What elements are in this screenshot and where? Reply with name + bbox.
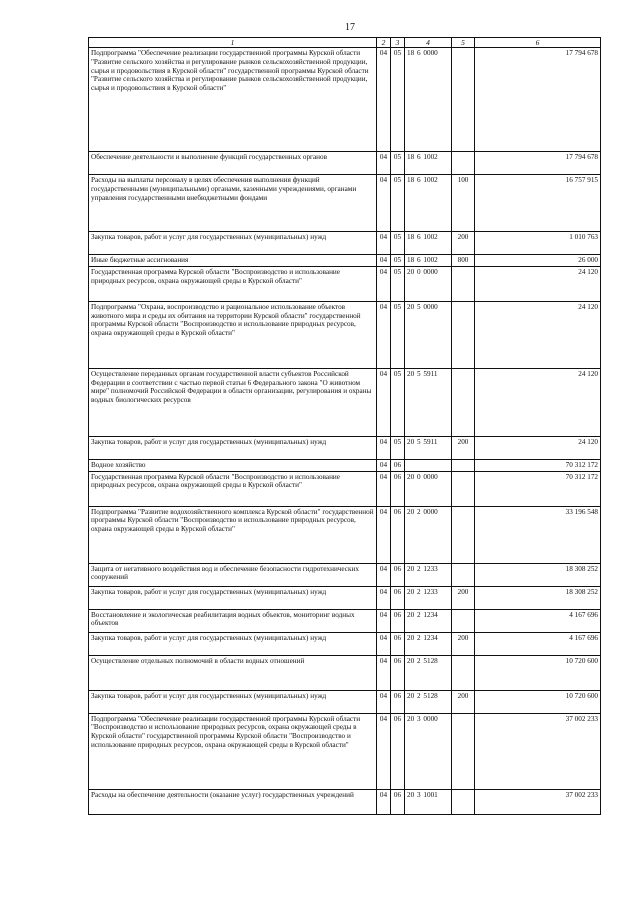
row-name-cell: Подпрограмма "Развитие водохозяйственного комплекса Курской области" государственной программы Курской области "Воспроизводство и использование природных ресурсов, охрана окружающей среды в Курской области" [89,506,377,563]
table-row [89,713,601,789]
row-subsection-cell: 06 [391,789,405,814]
table-header-row [89,38,601,48]
row-expense-type-cell [452,152,475,175]
row-subsection-cell: 05 [391,436,405,459]
table-row [89,471,601,506]
row-expense-type-cell: 100 [452,175,475,232]
row-section-cell: 04 [377,690,391,713]
row-target-article-cell: 20 5 5911 [405,368,452,436]
row-subsection-cell: 06 [391,563,405,586]
table-row [89,690,601,713]
row-section-cell: 04 [377,48,391,152]
table-row [89,436,601,459]
row-subsection-cell: 06 [391,471,405,506]
col-header-pr: 3 [391,38,405,48]
row-section-cell: 04 [377,232,391,255]
row-target-article-cell: 20 2 1234 [405,632,452,655]
row-expense-type-cell [452,368,475,436]
row-expense-type-cell [452,266,475,301]
row-name-cell: Расходы на выплаты персоналу в целях обеспечения выполнения функций государственными (муниципальными) органами, казенными учреждениями, органами управления государственными внебюджетными фондами [89,175,377,232]
table-row [89,152,601,175]
table-row [89,175,601,232]
table-row [89,459,601,471]
table-row [89,255,601,267]
row-name-cell: Иные бюджетные ассигнования [89,255,377,267]
row-expense-type-cell: 200 [452,690,475,713]
row-amount-cell: 10 720 600 [475,655,601,690]
row-amount-cell: 26 000 [475,255,601,267]
row-amount-cell: 18 308 252 [475,586,601,609]
row-name-cell: Обеспечение деятельности и выполнение функций государственных органов [89,152,377,175]
row-section-cell: 04 [377,609,391,632]
table-row [89,789,601,814]
row-target-article-cell: 20 2 1233 [405,563,452,586]
table-row [89,632,601,655]
row-section-cell: 04 [377,175,391,232]
row-section-cell: 04 [377,586,391,609]
row-amount-cell: 24 120 [475,301,601,368]
row-section-cell: 04 [377,563,391,586]
row-subsection-cell: 06 [391,586,405,609]
row-expense-type-cell [452,609,475,632]
row-section-cell: 04 [377,506,391,563]
row-expense-type-cell [452,655,475,690]
row-amount-cell: 18 308 252 [475,563,601,586]
row-section-cell: 04 [377,436,391,459]
row-amount-cell: 17 794 678 [475,48,601,152]
row-subsection-cell: 05 [391,255,405,267]
row-expense-type-cell: 200 [452,232,475,255]
row-expense-type-cell: 200 [452,436,475,459]
row-subsection-cell: 06 [391,506,405,563]
row-target-article-cell: 20 2 1233 [405,586,452,609]
row-target-article-cell: 18 6 0000 [405,48,452,152]
row-expense-type-cell [452,713,475,789]
row-subsection-cell: 06 [391,655,405,690]
row-subsection-cell: 06 [391,690,405,713]
row-amount-cell: 24 120 [475,368,601,436]
row-subsection-cell: 05 [391,301,405,368]
row-section-cell: 04 [377,255,391,267]
row-subsection-cell: 05 [391,368,405,436]
row-target-article-cell: 20 0 0000 [405,266,452,301]
row-target-article-cell: 20 2 1234 [405,609,452,632]
row-amount-cell: 1 010 763 [475,232,601,255]
row-target-article-cell: 20 0 0000 [405,471,452,506]
row-subsection-cell: 05 [391,152,405,175]
row-target-article-cell: 18 6 1002 [405,152,452,175]
table-row [89,655,601,690]
page-number: 17 [345,22,355,33]
row-name-cell: Закупка товаров, работ и услуг для государственных (муниципальных) нужд [89,632,377,655]
row-target-article-cell: 18 6 1002 [405,255,452,267]
row-name-cell: Подпрограмма "Обеспечение реализации государственной программы Курской области "Воспроизводство и использование природных ресурсов, охрана окружающей среды в Курской области" государственной программы Курской области "Воспроизводство и использование природных ресурсов, охрана окружающей среды в Курской области" [89,713,377,789]
row-amount-cell: 37 002 233 [475,789,601,814]
row-name-cell: Закупка товаров, работ и услуг для государственных (муниципальных) нужд [89,586,377,609]
row-section-cell: 04 [377,368,391,436]
row-expense-type-cell: 800 [452,255,475,267]
row-target-article-cell: 20 3 0000 [405,713,452,789]
row-subsection-cell: 06 [391,609,405,632]
row-amount-cell: 24 120 [475,266,601,301]
table-row [89,368,601,436]
row-expense-type-cell [452,48,475,152]
row-amount-cell: 10 720 600 [475,690,601,713]
table-row [89,232,601,255]
row-expense-type-cell: 200 [452,632,475,655]
row-name-cell: Подпрограмма "Охрана, воспроизводство и рациональное использование объектов животного мира и среды их обитания на территории Курской области" государственной программы Курской области "Воспроизводство и использование природных ресурсов, охрана окружающей среды в Курской области" [89,301,377,368]
row-amount-cell: 70 312 172 [475,471,601,506]
row-subsection-cell: 05 [391,232,405,255]
row-name-cell: Подпрограмма "Обеспечение реализации государственной программы Курской области "Развитие сельского хозяйства и регулирование рынков сельскохозяйственной продукции, сырья и продовольствия в Курской области" государственной программы Курской области "Развитие сельского хозяйства и регулирование рынков сельскохозяйственной продукции, сырья и продовольствия в Курской области" [89,48,377,152]
row-subsection-cell: 05 [391,48,405,152]
row-name-cell: Осуществление переданных органам государственной власти субъектов Российской Федерации в соответствии с частью первой статьи 6 Федерального закона "О животном мире" полномочий Российской Федерации в области организации, регулирования и охраны водных биологических ресурсов [89,368,377,436]
row-amount-cell: 37 002 233 [475,713,601,789]
table-row [89,48,601,152]
row-expense-type-cell: 200 [452,586,475,609]
row-subsection-cell: 05 [391,175,405,232]
col-header-sum: 6 [475,38,601,48]
col-header-vr: 5 [452,38,475,48]
row-target-article-cell: 20 2 5128 [405,655,452,690]
budget-table [88,37,601,815]
row-name-cell: Водное хозяйство [89,459,377,471]
row-section-cell: 04 [377,713,391,789]
row-section-cell: 04 [377,789,391,814]
row-amount-cell: 70 312 172 [475,459,601,471]
row-expense-type-cell [452,506,475,563]
row-name-cell: Закупка товаров, работ и услуг для государственных (муниципальных) нужд [89,436,377,459]
row-target-article-cell: 18 6 1002 [405,232,452,255]
row-expense-type-cell [452,459,475,471]
row-subsection-cell: 05 [391,266,405,301]
row-amount-cell: 33 196 548 [475,506,601,563]
row-name-cell: Защита от негативного воздействия вод и обеспечение безопасности гидротехнических сооружений [89,563,377,586]
row-section-cell: 04 [377,301,391,368]
row-amount-cell: 4 167 696 [475,632,601,655]
row-target-article-cell: 20 3 1001 [405,789,452,814]
row-name-cell: Государственная программа Курской области "Воспроизводство и использование природных ресурсов, охрана окружающей среды в Курской области" [89,471,377,506]
row-expense-type-cell [452,563,475,586]
row-section-cell: 04 [377,266,391,301]
row-target-article-cell: 18 6 1002 [405,175,452,232]
table-row [89,563,601,586]
row-subsection-cell: 06 [391,459,405,471]
col-header-rz: 2 [377,38,391,48]
row-amount-cell: 17 794 678 [475,152,601,175]
row-amount-cell: 4 167 696 [475,609,601,632]
row-name-cell: Закупка товаров, работ и услуг для государственных (муниципальных) нужд [89,690,377,713]
row-expense-type-cell [452,471,475,506]
row-target-article-cell: 20 2 5128 [405,690,452,713]
row-subsection-cell: 06 [391,632,405,655]
row-section-cell: 04 [377,655,391,690]
row-name-cell: Осуществление отдельных полномочий в области водных отношений [89,655,377,690]
row-target-article-cell: 20 2 0000 [405,506,452,563]
col-header-csr: 4 [405,38,452,48]
table-row [89,266,601,301]
row-expense-type-cell [452,789,475,814]
table-row [89,506,601,563]
row-target-article-cell [405,459,452,471]
col-header-name: 1 [89,38,377,48]
row-target-article-cell: 20 5 5911 [405,436,452,459]
row-section-cell: 04 [377,471,391,506]
row-section-cell: 04 [377,459,391,471]
row-target-article-cell: 20 5 0000 [405,301,452,368]
row-name-cell: Восстановление и экологическая реабилитация водных объектов, мониторинг водных объектов [89,609,377,632]
row-name-cell: Закупка товаров, работ и услуг для государственных (муниципальных) нужд [89,232,377,255]
row-expense-type-cell [452,301,475,368]
table-row [89,301,601,368]
row-name-cell: Расходы на обеспечение деятельности (оказание услуг) государственных учреждений [89,789,377,814]
row-amount-cell: 24 120 [475,436,601,459]
row-section-cell: 04 [377,152,391,175]
table-row [89,586,601,609]
row-section-cell: 04 [377,632,391,655]
table-row [89,609,601,632]
row-amount-cell: 16 757 915 [475,175,601,232]
row-subsection-cell: 06 [391,713,405,789]
row-name-cell: Государственная программа Курской области "Воспроизводство и использование природных ресурсов, охрана окружающей среды в Курской области" [89,266,377,301]
